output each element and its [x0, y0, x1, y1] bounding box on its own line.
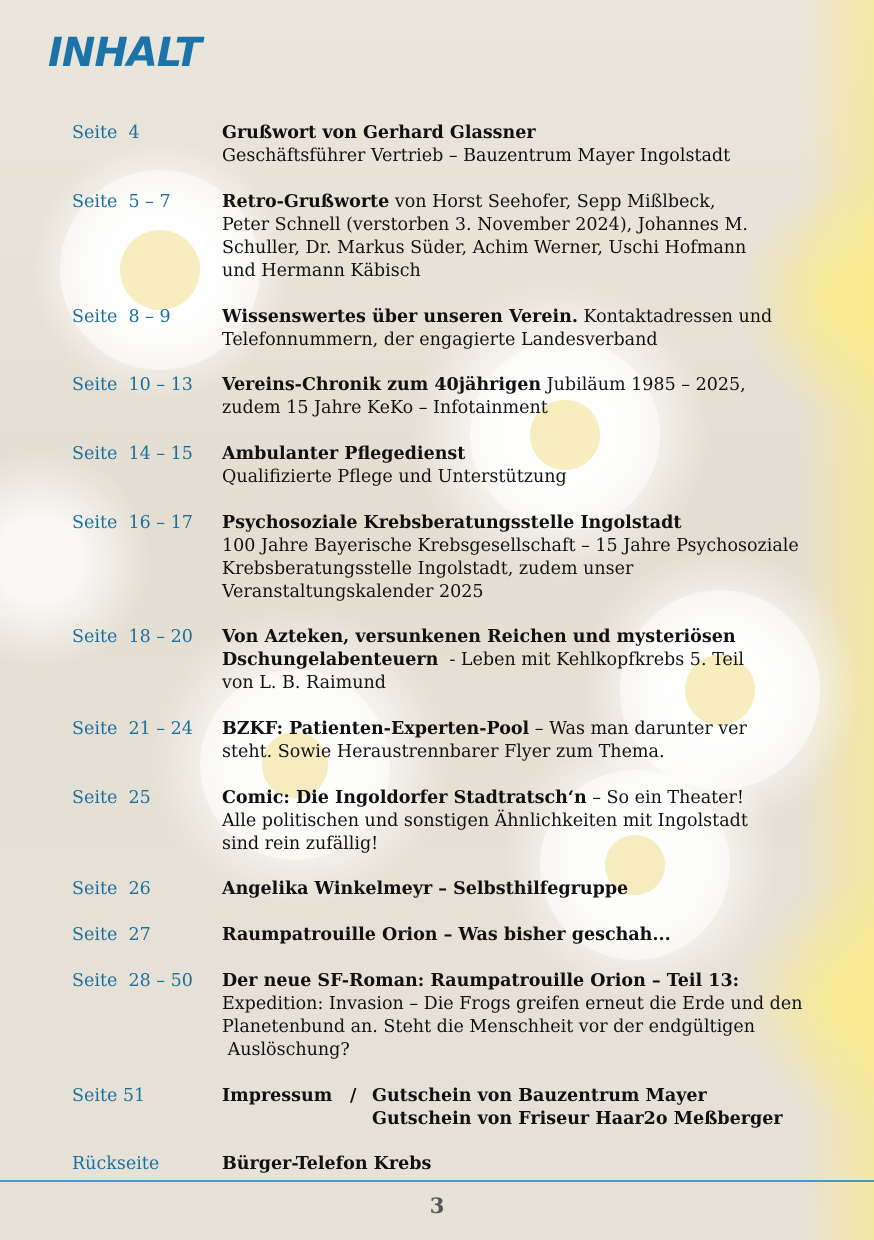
toc-description	[222, 122, 822, 168]
toc-line	[222, 214, 822, 237]
toc-page-ref: Seite 8 – 9	[72, 307, 171, 327]
toc-line	[222, 787, 822, 810]
toc-page-ref: Seite 28 – 50	[72, 971, 193, 991]
toc-line	[222, 1016, 822, 1039]
toc-line	[222, 924, 822, 947]
toc-description	[222, 787, 822, 856]
toc-line-bold: Der neue SF-Roman: Raumpatrouille Orion – Teil 13:	[222, 971, 740, 991]
toc-line-bold: Retro-Grußworte	[222, 192, 390, 212]
toc-description	[222, 443, 822, 489]
toc-line-bold: Von Azteken, versunkenen Reichen und mysteriösen	[222, 627, 736, 647]
toc-line-bold: Angelika Winkelmeyr – Selbsthilfegruppe	[222, 879, 629, 899]
toc-line	[222, 374, 822, 397]
toc-line	[222, 833, 822, 856]
toc-line	[222, 626, 822, 649]
toc-line	[222, 443, 822, 466]
toc-line-text: sind rein zufällig!	[222, 834, 379, 854]
toc-line-text: Schuller, Dr. Markus Süder, Achim Werner, Uschi Hofmann	[222, 238, 747, 258]
toc-description	[222, 512, 822, 604]
toc-line	[222, 970, 822, 993]
toc-page-ref: Seite 5 – 7	[72, 192, 171, 212]
toc-page-ref: Rückseite	[72, 1154, 160, 1174]
toc-line-text: Geschäftsführer Vertrieb – Bauzentrum Mayer Ingolstadt	[222, 146, 731, 166]
toc-line	[222, 306, 822, 329]
toc-line-text: - Leben mit Kehlkopfkrebs 5. Teil	[438, 650, 744, 670]
toc-line-text: Jubiläum 1985 – 2025,	[541, 375, 746, 395]
toc-line-text: von Horst Seehofer, Sepp Mißlbeck,	[389, 192, 716, 212]
toc-line-text: steht. Sowie Heraustrennbarer Flyer zum Thema.	[222, 742, 665, 762]
toc-line-text: – So ein Theater!	[586, 788, 744, 808]
toc-line-bold: Dschungelabenteuern	[222, 650, 439, 670]
toc-line-text: Alle politischen und sonstigen Ähnlichkeiten mit Ingolstadt	[222, 811, 748, 831]
toc-page-ref: Seite 18 – 20	[72, 627, 193, 647]
toc-description	[222, 878, 822, 901]
toc-line-bold: Raumpatrouille Orion – Was bisher geschah...	[222, 925, 671, 945]
toc-page-ref: Seite 10 – 13	[72, 375, 193, 395]
toc-description	[222, 306, 822, 352]
toc-line-bold: Ambulanter Pflegedienst	[222, 444, 466, 464]
toc-line-bold: BZKF: Patienten-Experten-Pool	[222, 719, 530, 739]
toc-line	[222, 145, 822, 168]
toc-line	[222, 122, 822, 145]
footer-divider	[0, 1180, 874, 1182]
toc-line-bold: Comic: Die Ingoldorfer Stadtratsch‘n	[222, 788, 587, 808]
toc-line	[222, 718, 822, 741]
toc-page-ref: Seite 26	[72, 879, 151, 899]
impressum-label: Impressum	[222, 1086, 333, 1106]
toc-line-text: Peter Schnell (verstorben 3. November 2024), Johannes M.	[222, 215, 748, 235]
toc-line-bold: Vereins-Chronik zum 40jährigen	[222, 375, 542, 395]
toc-line	[222, 535, 822, 558]
toc-line-text: Expedition: Invasion – Die Frogs greifen erneut die Erde und den	[222, 994, 803, 1014]
toc-page-ref: Seite 51	[72, 1086, 146, 1106]
toc-line-text: Qualifizierte Pflege und Unterstützung	[222, 467, 567, 487]
voucher-list	[372, 1085, 783, 1131]
toc-description	[222, 626, 822, 695]
toc-description	[222, 924, 822, 947]
toc-description	[222, 970, 822, 1062]
toc-page-ref: Seite 16 – 17	[72, 513, 193, 533]
toc-line	[222, 260, 822, 283]
toc-line-text: Krebsberatungsstelle Ingolstadt, zudem unser	[222, 559, 634, 579]
toc-line	[222, 237, 822, 260]
toc-description	[222, 191, 822, 283]
toc-line	[222, 581, 822, 604]
toc-line-text: Veranstaltungskalender 2025	[222, 582, 484, 602]
toc-line-text: Telefonnummern, der engagierte Landesverband	[222, 330, 658, 350]
toc-page-ref: Seite 21 – 24	[72, 719, 193, 739]
toc-line-text: 100 Jahre Bayerische Krebsgesellschaft – 15 Jahre Psychosoziale	[222, 536, 799, 556]
toc-line	[222, 878, 822, 901]
back-cover-label: Bürger-Telefon Krebs	[222, 1154, 432, 1174]
toc-line-text: von L. B. Raimund	[222, 673, 386, 693]
toc-line	[222, 397, 822, 420]
toc-page-ref: Seite 27	[72, 925, 151, 945]
toc-line-bold: Grußwort von Gerhard Glassner	[222, 123, 536, 143]
toc-line-text: und Hermann Käbisch	[222, 261, 421, 281]
toc-line	[222, 810, 822, 833]
toc-line	[222, 558, 822, 581]
toc-line	[222, 191, 822, 214]
toc-page-ref: Seite 4	[72, 123, 140, 143]
toc-page-ref: Seite 14 – 15	[72, 444, 193, 464]
toc-page-ref: Seite 25	[72, 788, 151, 808]
toc-line-text: – Was man darunter ver	[529, 719, 747, 739]
toc-line	[222, 1039, 822, 1062]
impressum-separator: /	[350, 1086, 357, 1106]
toc-line-bold: Wissenswertes über unseren Verein.	[222, 307, 578, 327]
toc-line	[222, 649, 822, 672]
voucher-line: Gutschein von Bauzentrum Mayer	[372, 1086, 707, 1106]
toc-line-text: Planetenbund an. Steht die Menschheit vor der endgültigen	[222, 1017, 756, 1037]
toc-line	[222, 672, 822, 695]
toc-description	[222, 718, 822, 764]
toc-line-bold: Psychosoziale Krebsberatungsstelle Ingolstadt	[222, 513, 682, 533]
toc-line	[222, 512, 822, 535]
toc-line-text: Kontaktadressen und	[577, 307, 773, 327]
voucher-line: Gutschein von Friseur Haar2o Meßberger	[372, 1109, 783, 1129]
page-number: 3	[429, 1193, 445, 1218]
toc-line	[222, 329, 822, 352]
toc-description	[222, 374, 822, 420]
toc-line	[222, 741, 822, 764]
page-title: INHALT	[48, 30, 201, 76]
toc-line	[222, 466, 822, 489]
toc-line-text: Auslöschung?	[222, 1040, 350, 1060]
toc-line-text: zudem 15 Jahre KeKo – Infotainment	[222, 398, 548, 418]
toc-line	[222, 993, 822, 1016]
